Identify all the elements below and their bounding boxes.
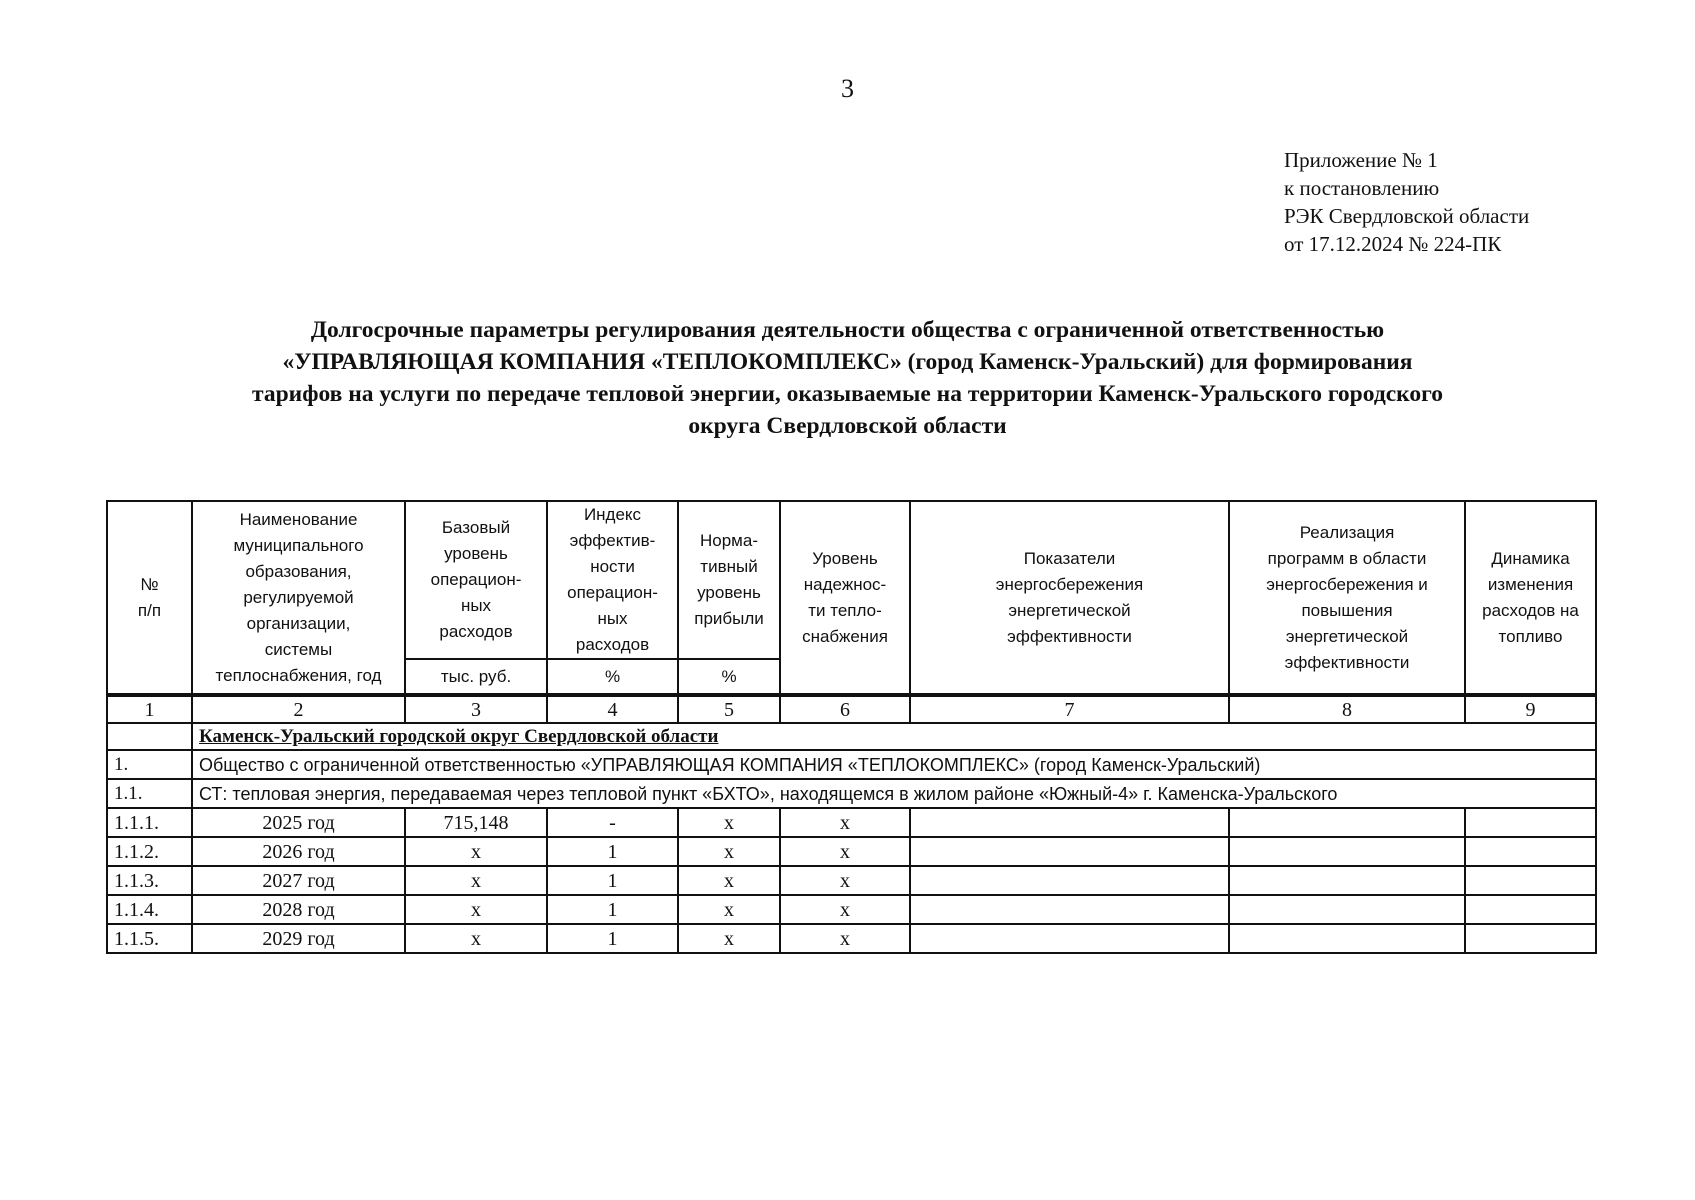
column-numbers-row — [107, 695, 1596, 723]
column-number: 8 — [1229, 695, 1465, 723]
header-line: уровень — [697, 583, 761, 602]
organization-row — [107, 750, 1596, 779]
row-fuel-dynamics — [1465, 837, 1596, 866]
page-number: 3 — [841, 74, 854, 103]
header-line: Реализация — [1299, 522, 1395, 542]
header-line: топливо — [1498, 626, 1563, 646]
table-row — [107, 837, 1596, 866]
header-line: ти тепло- — [808, 600, 882, 620]
header-line: Норма- — [700, 531, 758, 550]
column-number: 1 — [107, 695, 192, 723]
row-profit-level: x — [678, 837, 780, 866]
unit-percent: % — [678, 659, 780, 695]
section-title: Каменск-Уральский городской округ Свердловской области — [199, 725, 719, 747]
table-row — [107, 924, 1596, 953]
header-line: п/п — [137, 600, 162, 620]
row-reliability: x — [780, 866, 910, 895]
row-programs — [1229, 924, 1465, 953]
row-number: 1.1.5. — [107, 924, 192, 953]
row-number: 1.1.4. — [107, 895, 192, 924]
unit-percent: % — [547, 659, 678, 695]
header-line: системы — [264, 639, 333, 659]
appendix-line: Приложение № 1 — [1284, 148, 1438, 172]
column-number: 3 — [405, 695, 547, 723]
header-profit-level — [678, 501, 780, 659]
row-fuel-dynamics — [1465, 924, 1596, 953]
header-line: операцион- — [567, 583, 658, 602]
column-number: 7 — [910, 695, 1229, 723]
header-line: энергосбережения — [995, 574, 1144, 594]
header-number — [107, 501, 192, 695]
header-energy-saving — [910, 501, 1229, 695]
row-number: 1.1.3. — [107, 866, 192, 895]
header-line: энергосбережения и — [1266, 574, 1428, 594]
header-line: образования, — [245, 561, 352, 581]
header-line: повышения — [1301, 600, 1393, 620]
header-line: ных — [597, 609, 628, 628]
header-name — [192, 501, 405, 695]
system-row — [107, 779, 1596, 808]
organization-name: Общество с ограниченной ответственностью «УПРАВЛЯЮЩАЯ КОМПАНИЯ «ТЕПЛОКОМПЛЕКС» (город Каменск-Уральский) — [192, 750, 1596, 779]
appendix-line: к постановлению — [1284, 176, 1440, 200]
row-year: 2027 год — [192, 866, 405, 895]
document-title — [100, 314, 1595, 442]
row-reliability: x — [780, 837, 910, 866]
table-body — [107, 695, 1596, 953]
title-line: Долгосрочные параметры регулирования деятельности общества с ограниченной ответственностью — [310, 317, 1385, 343]
appendix-line: от 17.12.2024 № 224-ПК — [1284, 232, 1502, 256]
row-energy-saving — [910, 895, 1229, 924]
section-cell — [192, 723, 1596, 750]
row-energy-saving — [910, 866, 1229, 895]
header-line: расходов — [439, 622, 513, 641]
row-base-level: x — [405, 895, 547, 924]
header-line: операцион- — [430, 570, 522, 589]
table-row — [107, 895, 1596, 924]
column-number: 5 — [678, 695, 780, 723]
column-number: 9 — [1465, 695, 1596, 723]
row-base-level: x — [405, 866, 547, 895]
header-base-level — [405, 501, 547, 659]
row-year: 2029 год — [192, 924, 405, 953]
header-line: Показатели — [1023, 548, 1116, 568]
header-line: программ в области — [1267, 548, 1427, 568]
header-line: муниципального — [233, 535, 364, 555]
header-programs — [1229, 501, 1465, 695]
row-fuel-dynamics — [1465, 808, 1596, 837]
unit-thousand-rub: тыс. руб. — [405, 659, 547, 695]
row-programs — [1229, 866, 1465, 895]
header-line: ных — [460, 596, 492, 615]
row-profit-level: x — [678, 924, 780, 953]
row-base-level: x — [405, 837, 547, 866]
header-line: эффективности — [1007, 626, 1132, 646]
row-reliability: x — [780, 808, 910, 837]
row-reliability: x — [780, 895, 910, 924]
row-year: 2026 год — [192, 837, 405, 866]
row-year: 2025 год — [192, 808, 405, 837]
title-line: «УПРАВЛЯЮЩАЯ КОМПАНИЯ «ТЕПЛОКОМПЛЕКС» (город Каменск-Уральский) для формирования — [282, 349, 1413, 375]
header-line: № — [140, 574, 159, 594]
header-fuel-dynamics — [1465, 501, 1596, 695]
header-line: регулируемой — [243, 587, 354, 607]
row-profit-level: x — [678, 895, 780, 924]
header-line: ности — [590, 557, 635, 576]
section-empty-cell — [107, 723, 192, 750]
header-line: эффективности — [1284, 652, 1410, 672]
row-efficiency-index: - — [547, 808, 678, 837]
row-year: 2028 год — [192, 895, 405, 924]
table-row — [107, 866, 1596, 895]
row-profit-level: x — [678, 866, 780, 895]
row-energy-saving — [910, 924, 1229, 953]
header-line: тивный — [700, 557, 758, 576]
column-number: 2 — [192, 695, 405, 723]
header-line: расходов — [575, 635, 650, 654]
row-number: 1.1. — [107, 779, 192, 808]
title-line: тарифов на услуги по передаче тепловой энергии, оказываемые на территории Каменск-Уральского городского — [252, 381, 1443, 407]
row-number: 1.1.1. — [107, 808, 192, 837]
row-efficiency-index: 1 — [547, 924, 678, 953]
header-line: Уровень — [812, 548, 878, 568]
header-line: Индекс — [583, 505, 642, 524]
system-name: СТ: тепловая энергия, передаваемая через тепловой пункт «БХТО», находящемся в жилом районе «Южный-4» г. Каменска-Уральского — [192, 779, 1596, 808]
column-number: 6 — [780, 695, 910, 723]
row-base-level: x — [405, 924, 547, 953]
column-number: 4 — [547, 695, 678, 723]
header-line: энергетической — [1285, 626, 1409, 646]
row-energy-saving — [910, 837, 1229, 866]
row-programs — [1229, 837, 1465, 866]
title-line: округа Свердловской области — [688, 413, 1007, 439]
header-line: изменения — [1487, 574, 1574, 594]
row-number: 1.1.2. — [107, 837, 192, 866]
header-line: снабжения — [802, 626, 888, 646]
header-line: Базовый — [441, 518, 511, 537]
header-line: прибыли — [694, 609, 764, 628]
row-base-level: 715,148 — [405, 808, 547, 837]
header-line: расходов на — [1482, 600, 1579, 620]
header-line: энергетической — [1008, 600, 1131, 620]
row-efficiency-index: 1 — [547, 895, 678, 924]
appendix-line: РЭК Свердловской области — [1284, 204, 1530, 228]
row-number: 1. — [107, 750, 192, 779]
row-efficiency-index: 1 — [547, 837, 678, 866]
section-row — [107, 723, 1596, 750]
row-efficiency-index: 1 — [547, 866, 678, 895]
header-line: надежнос- — [803, 574, 887, 594]
row-reliability: x — [780, 924, 910, 953]
row-programs — [1229, 895, 1465, 924]
header-line: уровень — [444, 544, 508, 563]
row-programs — [1229, 808, 1465, 837]
header-line: Наименование — [239, 509, 358, 529]
row-energy-saving — [910, 808, 1229, 837]
row-fuel-dynamics — [1465, 895, 1596, 924]
header-line: организации, — [246, 613, 351, 633]
header-line: Динамика — [1491, 548, 1570, 568]
header-line: теплоснабжения, год — [215, 665, 382, 685]
row-fuel-dynamics — [1465, 866, 1596, 895]
row-profit-level: x — [678, 808, 780, 837]
header-reliability — [780, 501, 910, 695]
header-efficiency-index — [547, 501, 678, 659]
parameters-table — [106, 500, 1597, 954]
appendix-block — [1284, 146, 1529, 258]
table-row — [107, 808, 1596, 837]
header-line: эффектив- — [569, 531, 656, 550]
table-header — [107, 501, 1596, 695]
